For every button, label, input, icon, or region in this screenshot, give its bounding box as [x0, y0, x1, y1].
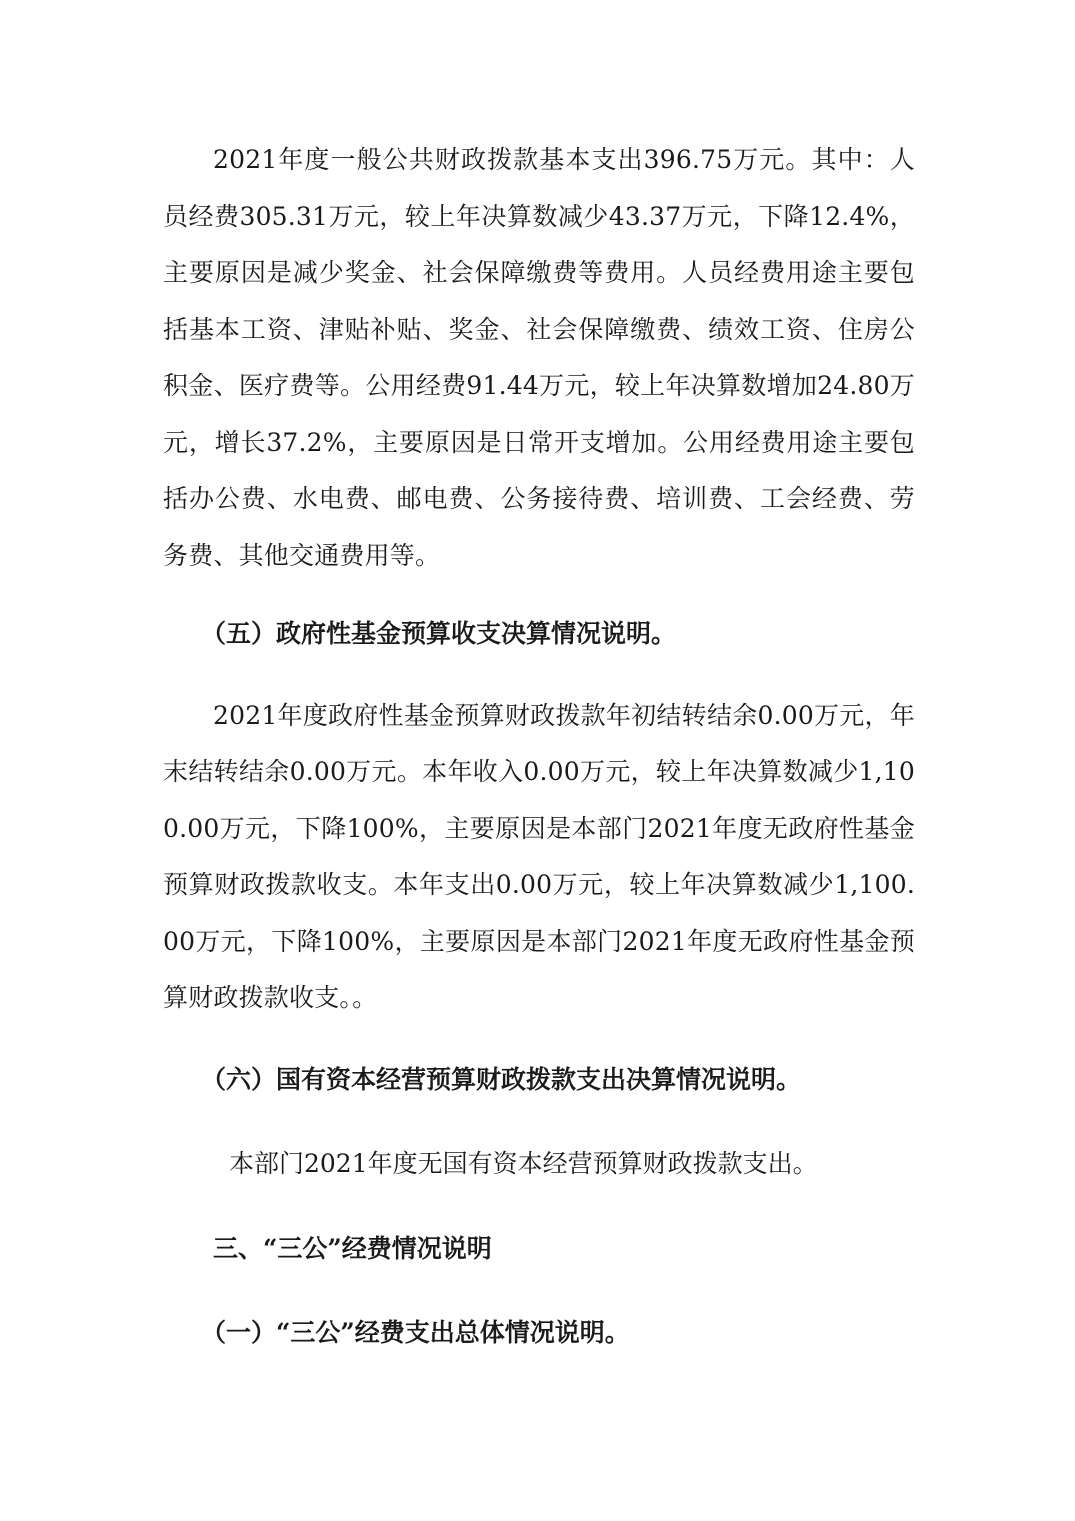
paragraph-state-capital: 本部门2021年度无国有资本经营预算财政拨款支出。: [229, 1149, 818, 1178]
section-three-public-title: 三、“三公”经费情况说明: [213, 1233, 492, 1263]
heading-state-capital: （六）国有资本经营预算财政拨款支出决算情况说明。: [201, 1064, 802, 1094]
paragraph-basic-expenditure: 2021年度一般公共财政拨款基本支出396.75万元。其中：人员经费305.31万元，较上年决算数减少43.37万元，下降12.4%，主要原因是减少奖金、社会保障缴费等费用。人员经费用途主要包括基本工资、津贴补贴、奖金、社会保障缴费、绩效工资、住房公积金、医疗费等。公用经费91.44万元，较上年决算数增加24.80万元，增长37.2%，主要原因是日常开支增加。公用经费用途主要包括办公费、水电费、邮电费、公务接待费、培训费、工会经费、劳务费、其他交通费用等。: [163, 145, 915, 570]
heading-government-fund: （五）政府性基金预算收支决算情况说明。: [201, 619, 677, 648]
subsection-three-public-overall-title: （一）“三公”经费支出总体情况说明。: [201, 1318, 630, 1347]
paragraph-government-fund: 2021年度政府性基金预算财政拨款年初结转结余0.00万元，年末结转结余0.00万元。本年收入0.00万元，较上年决算数减少1,100.00万元，下降100%，主要原因是本部门2021年度无政府性基金预算财政拨款收支。本年支出0.00万元，较上年决算数减少1,100.00万元，下降100%，主要原因是本部门2021年度无政府性基金预算财政拨款收支。。: [163, 700, 915, 1012]
document-page: [163, 132, 915, 1362]
